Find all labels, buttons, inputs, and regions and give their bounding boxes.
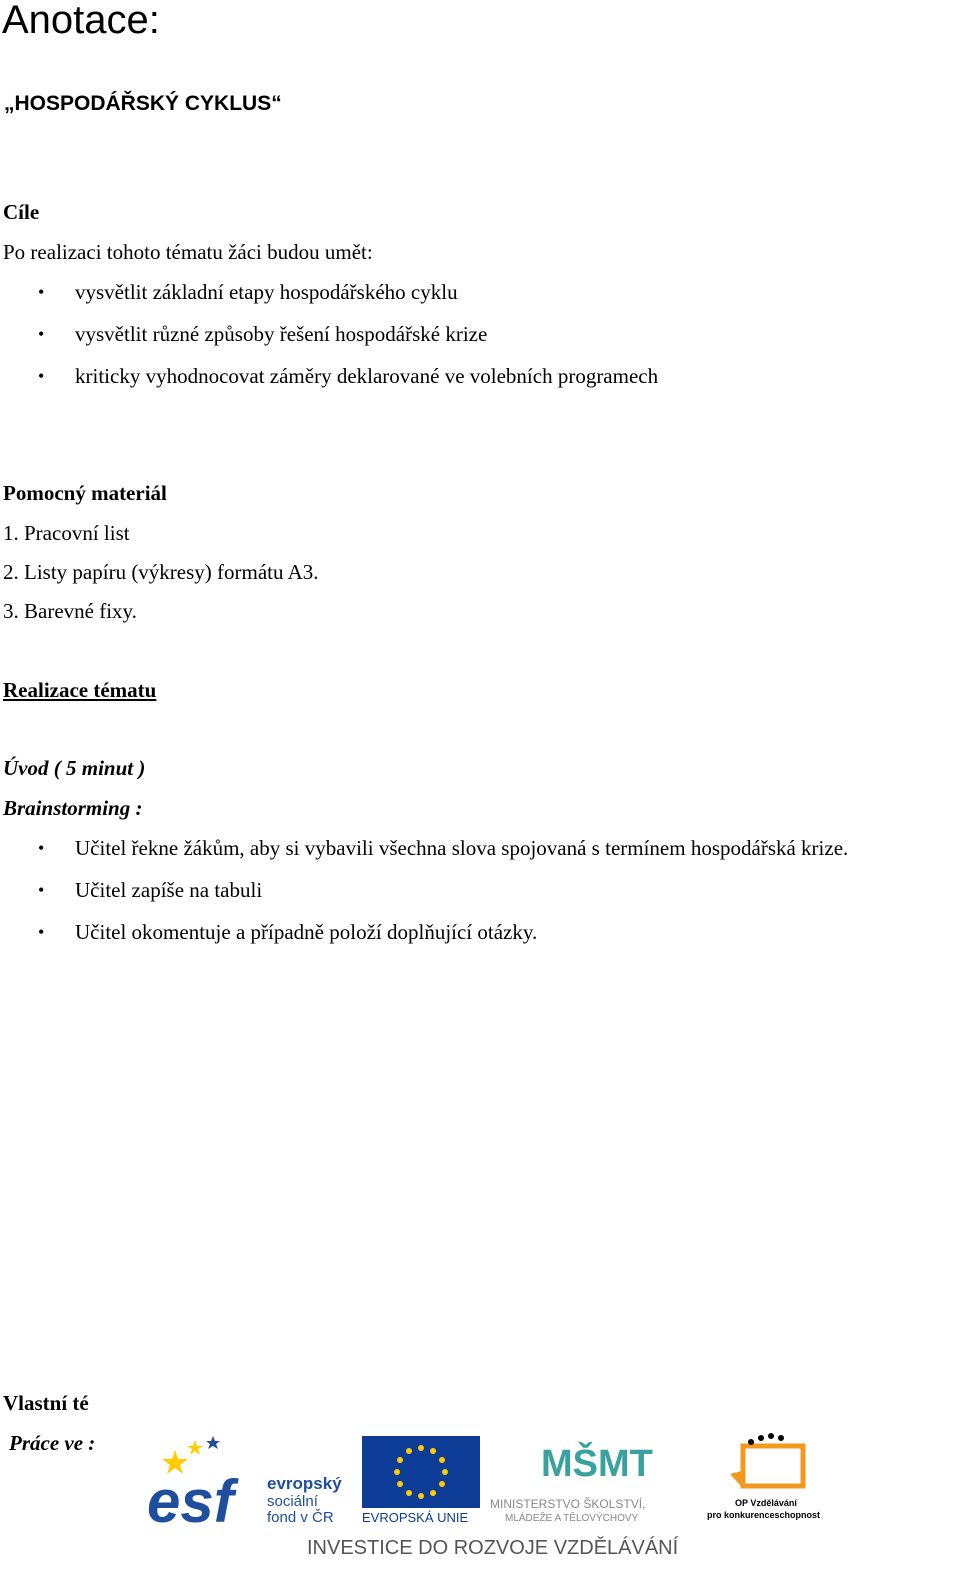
footer-logos [145,1426,845,1576]
goal-item: kriticky vyhodnocovat záměry deklarované ve volebních programech [75,364,659,388]
realization-item: Učitel řekne žákům, aby si vybavili všechna slova spojovaná s termínem hospodářská krize. [75,836,849,860]
esf-text-2: sociální [267,1493,318,1510]
msmt-letters: MŠMT [541,1443,653,1485]
page-title: Anotace: [2,0,160,42]
eu-flag-icon [362,1436,480,1525]
cut-off-heading: Vlastní té [3,1391,89,1415]
realization-heading: Realizace tématu [3,678,157,702]
svg-text:esf: esf [147,1468,234,1535]
brainstorming-heading: Brainstorming : [3,796,143,820]
footer-logo-bar [145,1426,845,1576]
bullet-icon: • [38,838,45,858]
bullet-icon: • [38,880,45,900]
material-item: 2. Listy papíru (výkresy) formátu A3. [3,560,319,584]
materials-heading: Pomocný materiál [3,481,167,505]
op-text-2: pro konkurenceschopnost [707,1510,821,1520]
bullet-icon: • [38,366,45,386]
bullet-icon: • [38,922,45,942]
material-item: 1. Pracovní list [3,521,130,545]
goal-item: vysvětlit základní etapy hospodářského cyklu [75,280,458,304]
bullet-icon: • [38,324,45,344]
footer-tagline: INVESTICE DO ROZVOJE VZDĚLÁVÁNÍ [307,1537,679,1559]
op-logo [707,1433,820,1520]
realization-item: Učitel zapíše na tabuli [75,878,263,902]
document-subtitle: „HOSPODÁŘSKÝ CYKLUS“ [4,92,282,115]
esf-logo [147,1436,342,1535]
msmt-logo [490,1440,653,1524]
intro-heading: Úvod ( 5 minut ) [3,756,146,780]
material-item: 3. Barevné fixy. [3,599,137,623]
esf-text-3: fond v ČR [267,1509,334,1526]
msmt-text-2: MLÁDEŽE A TĚLOVÝCHOVY [505,1513,639,1524]
goals-intro: Po realizaci tohoto tématu žáci budou umět: [3,240,373,264]
op-text-1: OP Vzdělávání [735,1498,797,1508]
goal-item: vysvětlit různé způsoby řešení hospodářské krize [75,322,488,346]
esf-text-1: evropský [267,1474,342,1493]
goals-heading: Cíle [3,200,40,224]
eu-label: EVROPSKÁ UNIE [362,1510,469,1525]
msmt-text-1: MINISTERSTVO ŠKOLSTVÍ, [490,1497,646,1511]
cut-off-subheading: Práce ve : [9,1431,96,1455]
realization-item: Učitel okomentuje a případně položí doplňující otázky. [75,920,538,944]
bullet-icon: • [38,282,45,302]
